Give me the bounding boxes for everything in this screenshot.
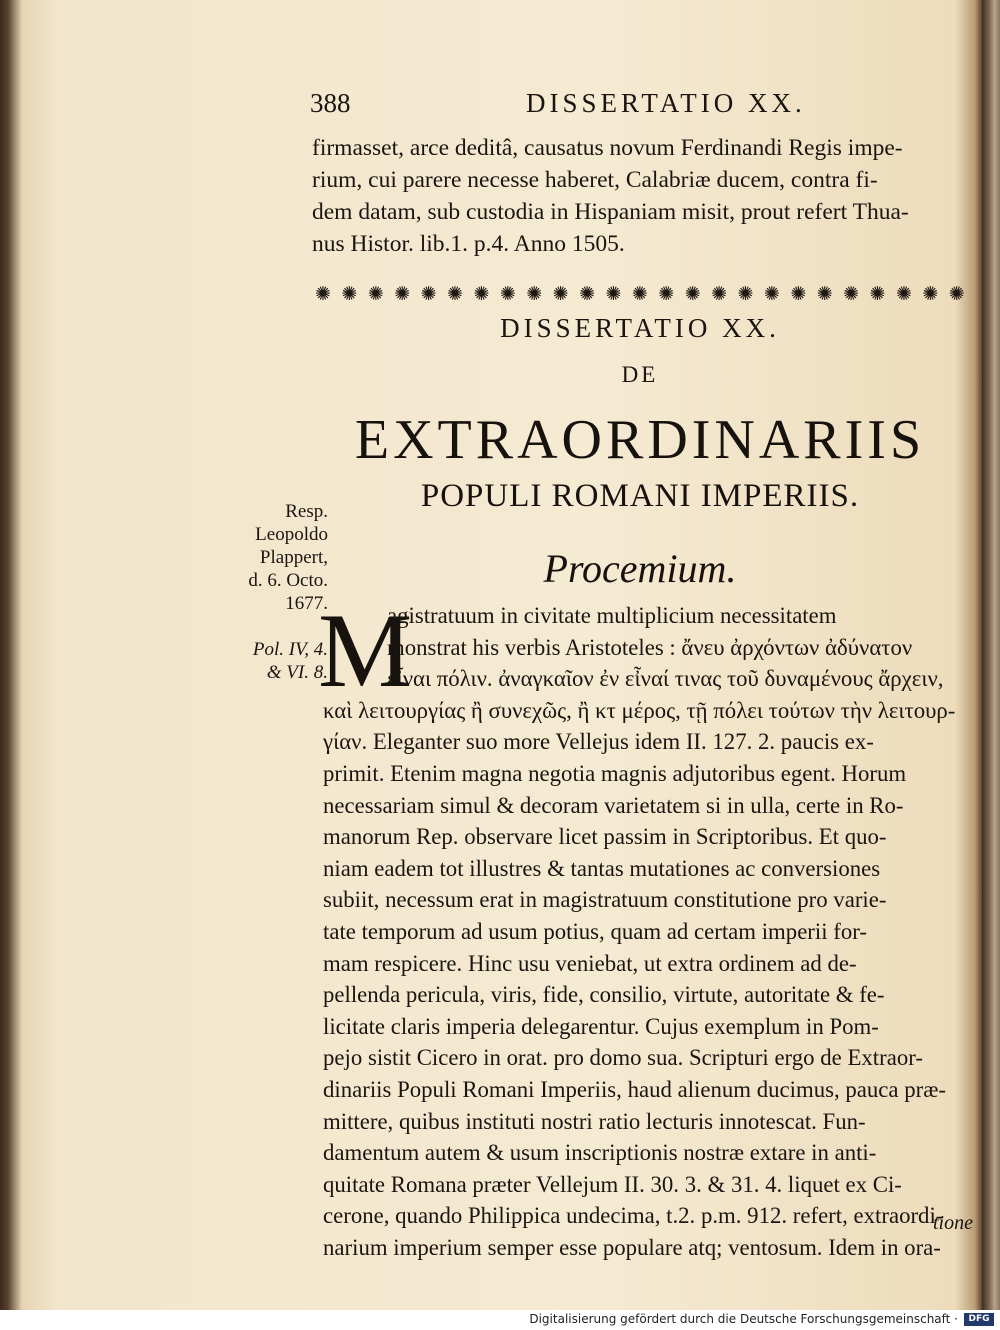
text-line: narium imperium semper esse populare atq; ventosum. Idem in ora- [323, 1234, 941, 1260]
ornament-flower-icon: ✺ [499, 283, 516, 305]
ornament-flower-icon: ✺ [552, 283, 569, 305]
text-line: firmasset, arce deditâ, causatus novum Ferdinandi Regis impe- [312, 135, 903, 161]
text-line: mam respicere. Hinc usu veniebat, ut extra ordinem ad de- [323, 950, 857, 976]
decorative-ornament-band [315, 282, 965, 306]
text-line: nus Histor. lib.1. p.4. Anno 1505. [312, 231, 625, 257]
previous-section-text [312, 132, 962, 260]
margin-line: d. 6. Octo. [248, 570, 328, 591]
running-head-title: DISSERTATIO XX. [526, 88, 806, 118]
ornament-flower-icon: ✺ [526, 283, 543, 305]
ornament-flower-icon: ✺ [631, 283, 648, 305]
de-heading: DE [621, 362, 659, 387]
text-line: καὶ λειτουργίας ἢ συνεχῶς, ἢ κτ μέρος, τῇ πόλει τούτων τὴν λειτουρ- [323, 697, 956, 723]
ornament-flower-icon: ✺ [816, 283, 833, 305]
text-line: εἶναι πόλιν. ἀναγκαῖον ἐν εἶναί τινας τοῦ δυναμένους ἄρχειν, [387, 666, 944, 692]
text-line: licitate claris imperia delegarentur. Cujus exemplum in Pom- [323, 1013, 879, 1039]
text-line: dinariis Populi Romani Imperiis, haud alienum ducimus, pauca præ- [323, 1076, 947, 1102]
page-number: 388 [310, 88, 351, 118]
margin-line: Plappert, [259, 547, 328, 568]
footer-credit: Digitalisierung gefördert durch die Deutsche Forschungsgemeinschaft · [529, 1312, 958, 1326]
ornament-flower-icon: ✺ [922, 283, 939, 305]
adjacent-page-edge [982, 0, 1000, 1310]
text-line: pejo sistit Cicero in orat. pro domo sua. Scripturi ergo de Extraor- [323, 1045, 923, 1071]
ornament-flower-icon: ✺ [843, 283, 860, 305]
margin-line: Pol. IV, 4. [252, 639, 328, 660]
ornament-flower-icon: ✺ [763, 283, 780, 305]
margin-line: & VI. 8. [266, 662, 328, 683]
body-text [323, 600, 961, 1263]
ornament-flower-icon: ✺ [737, 283, 754, 305]
text-line: manorum Rep. observare licet passim in Scriptoribus. Et quo- [323, 824, 887, 850]
ornament-flower-icon: ✺ [420, 283, 437, 305]
text-line: monstrat his verbis Aristoteles : ἄνευ ἀρχόντων ἀδύνατον [387, 634, 913, 660]
text-line: dem datam, sub custodia in Hispaniam misit, prout refert Thua- [312, 199, 909, 225]
text-line: quitate Romana præter Vellejum II. 30. 3. & 31. 4. liquet ex Ci- [323, 1171, 902, 1197]
margin-line: Leopoldo [255, 524, 328, 545]
ornament-flower-icon: ✺ [447, 283, 463, 305]
ornament-flower-icon: ✺ [367, 283, 384, 305]
margin-note-politics [218, 638, 328, 684]
ornament-flower-icon: ✺ [605, 283, 622, 305]
text-line: cerone, quando Philippica undecima, t.2. p.m. 912. refert, extraordi- [323, 1203, 944, 1229]
text-line: pellenda pericula, viris, fide, consilio, virtute, autoritate & fe- [323, 982, 885, 1008]
margin-note-respondent [218, 500, 328, 615]
text-line: mittere, quibus instituti nostri ratio lecturis innotescat. Fun- [323, 1108, 866, 1134]
ornament-flower-icon: ✺ [790, 283, 807, 305]
section-title: Procemium. [543, 546, 737, 591]
ornament-flower-icon: ✺ [473, 283, 490, 305]
ornament-flower-icon: ✺ [948, 283, 965, 305]
dissertation-heading: DISSERTATIO XX. [500, 313, 780, 343]
text-line: niam eadem tot illustres & tantas mutationes ac conversiones [323, 855, 881, 881]
subtitle: POPULI ROMANI IMPERIIS. [420, 478, 860, 514]
digitization-footer [0, 1310, 1000, 1330]
catchword: tione [933, 1212, 973, 1234]
ornament-flower-icon: ✺ [658, 283, 675, 305]
text-line: agistratuum in civitate multiplicium necessitatem [387, 603, 837, 628]
text-line: necessariam simul & decoram varietatem si in ulla, certe in Ro- [323, 792, 904, 818]
main-title: EXTRAORDINARIIS [354, 409, 926, 471]
book-page [40, 0, 980, 1310]
text-line: rium, cui parere necesse haberet, Calabriæ ducem, contra fi- [312, 167, 878, 193]
text-line: damentum autem & usum inscriptionis nostræ extare in anti- [323, 1140, 877, 1166]
ornament-flower-icon: ✺ [315, 283, 331, 305]
margin-line: Resp. [285, 501, 328, 522]
text-line: subiit, necessum erat in magistratuum constitutione pro varie- [323, 887, 887, 913]
ornament-flower-icon: ✺ [895, 283, 912, 305]
text-line: tate temporum ad usum potius, quam ad certam imperii for- [323, 918, 867, 944]
ornament-flower-icon: ✺ [711, 283, 728, 305]
drop-cap: M [318, 592, 413, 709]
margin-line: 1677. [285, 593, 328, 614]
ornament-flower-icon: ✺ [341, 283, 358, 305]
dfg-logo: DFG [964, 1313, 994, 1326]
ornament-flower-icon: ✺ [394, 283, 411, 305]
ornament-flower-icon: ✺ [684, 283, 701, 305]
ornament-flower-icon: ✺ [869, 283, 886, 305]
text-line: primit. Etenim magna negotia magnis adjutoribus egent. Horum [323, 760, 907, 786]
text-line: γίαν. Eleganter suo more Vellejus idem II. 127. 2. paucis ex- [323, 729, 874, 755]
ornament-flower-icon: ✺ [579, 283, 595, 305]
